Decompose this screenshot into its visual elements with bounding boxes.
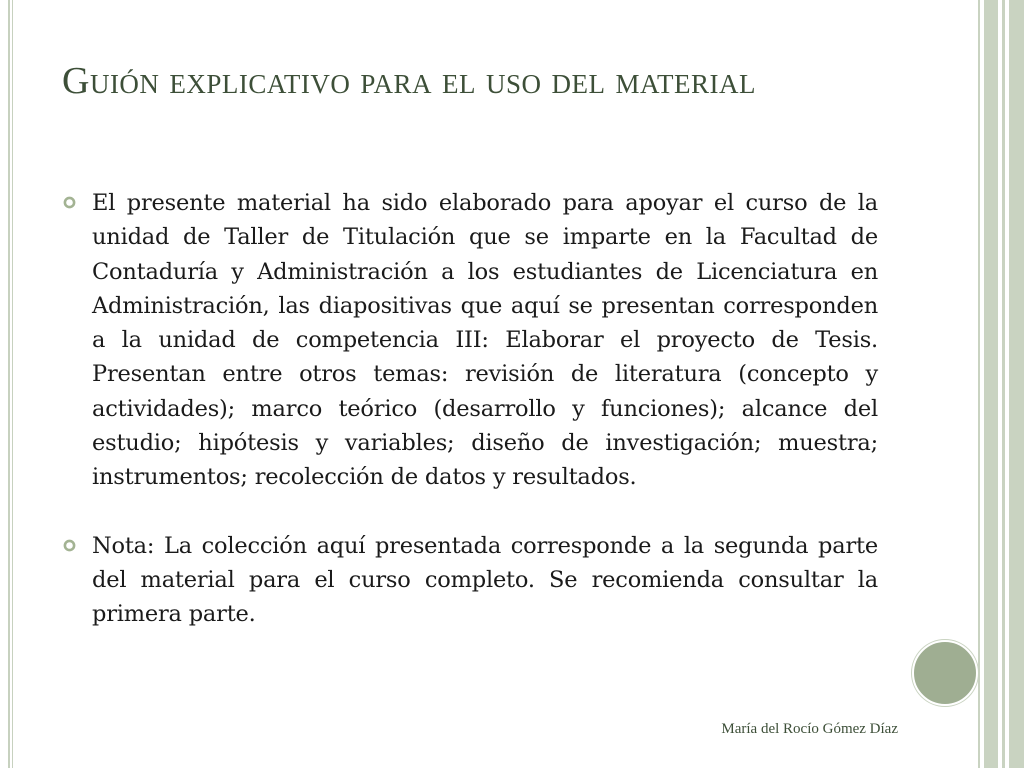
ring-bullet-icon	[63, 196, 76, 209]
bullet-text: Nota: La colección aquí presentada corresponde a la segunda parte del material para el curso completo. Se recomienda consultar la primera parte.	[92, 532, 878, 628]
left-border-line	[8, 0, 10, 768]
stripe	[1002, 0, 1005, 768]
slide-body	[62, 186, 878, 632]
stripe	[1009, 0, 1024, 768]
stripe	[984, 0, 998, 768]
bullet-text: El presente material ha sido elaborado para apoyar el curso de la unidad de Taller de Titulación que se imparte en la Facultad de Contaduría y Administración a los estudiantes de Licenciatura en Administración, las diapositivas que aquí se presentan corresponden a la unidad de competencia III: Elaborar el proyecto de Tesis. Presentan entre otros temas: revisión de literatura (concepto y actividades); marco teórico (desarrollo y funciones); alcance del estudio; hipótesis y variables; diseño de investigación; muestra; instrumentos; recolección de datos y resultados.	[92, 190, 878, 491]
stripe	[978, 0, 980, 768]
ring-bullet-icon	[63, 539, 76, 552]
slide-title: Guión explicativo para el uso del material	[62, 60, 756, 102]
author-footer: María del Rocío Gómez Díaz	[721, 721, 898, 737]
bullet-item	[62, 186, 878, 495]
left-border-line-inner	[12, 0, 13, 768]
bullet-item	[62, 529, 878, 632]
right-decoration-stripes	[978, 0, 1024, 768]
decorative-circle-icon	[912, 640, 978, 706]
